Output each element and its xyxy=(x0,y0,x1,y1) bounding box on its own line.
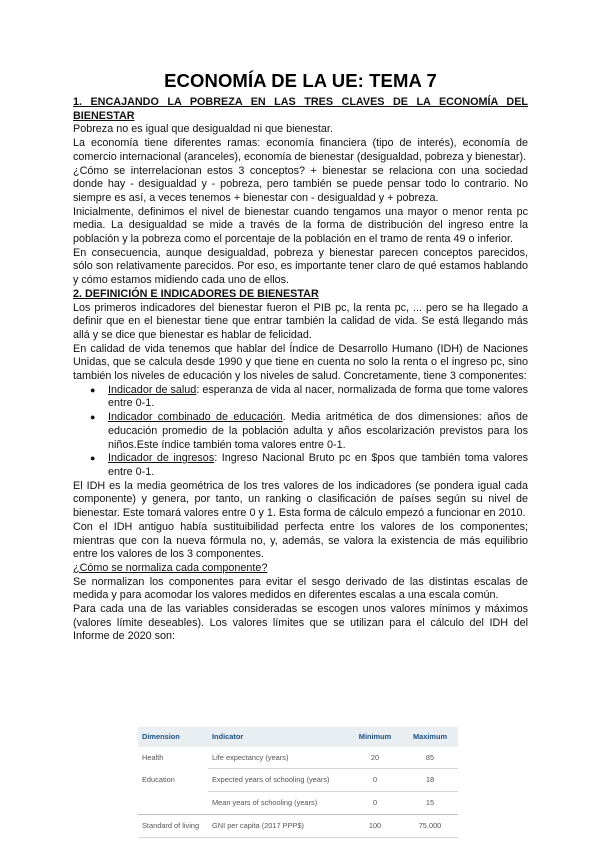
list-item-text: : esperanza de vida al nacer, normalizada de forma que tome valores entre 0-1. xyxy=(108,383,528,410)
list-item xyxy=(90,411,529,452)
column-header-indicator: Indicator xyxy=(208,727,348,747)
list-item xyxy=(90,383,528,411)
table-cell: 85 xyxy=(402,747,458,769)
table-cell: 100 xyxy=(348,814,402,837)
table-cell: Expected years of schooling (years) xyxy=(208,769,348,792)
table-cell: GNI per capita (2017 PPP$) xyxy=(208,814,348,837)
paragraph: En consecuencia, aunque desigualdad, pobreza y bienestar parecen conceptos parecidos, sólo son relativamente parecidos. Por eso, es importante tener claro de qué estamos hablando y cómo estamos midiendo cada uno de ellos. xyxy=(73,246,528,287)
column-header-maximum: Maximum xyxy=(402,727,458,747)
limits-table xyxy=(138,727,458,838)
list-item-label: Indicador combinado de educación xyxy=(108,411,283,424)
paragraph: Pobreza no es igual que desigualdad ni que bienestar. xyxy=(73,123,333,136)
table-cell: 20 xyxy=(348,747,402,769)
section-1-heading: 1. ENCAJANDO LA POBREZA EN LAS TRES CLAVES DE LA ECONOMÍA DEL BIENESTAR xyxy=(73,96,528,122)
table-cell: Education xyxy=(142,774,175,784)
paragraph: Con el IDH antiguo había sustituibilidad perfecta entre los valores de los componentes; mientras que con la nueva fórmula no, y, además, se valora la existencia de más equilibrio entre los valores de los 3 componentes. xyxy=(73,520,528,561)
column-header-dimension: Dimension xyxy=(138,727,208,747)
table-row xyxy=(138,792,458,815)
list-item xyxy=(90,452,528,479)
list-item-label: Indicador de ingresos xyxy=(108,452,215,465)
table-cell: 0 xyxy=(348,792,402,815)
table-row xyxy=(138,814,458,837)
table-header-row xyxy=(138,727,458,747)
table-cell: 15 xyxy=(402,792,458,815)
bullet-icon: ● xyxy=(90,453,96,464)
paragraph: El IDH es la media geométrica de los tres valores de los indicadores (se pondera igual cada componente) y genera, por tanto, un ranking o clasificación de países según su nivel de bienestar. Este tomará valores entre 0 y 1. Esta forma de cálculo empezó a funcionar en 2010. xyxy=(73,479,528,520)
table-cell xyxy=(138,792,208,815)
table-cell: Health xyxy=(142,752,164,762)
list-item-text: . Media aritmética de dos dimensiones: años de educación promedio de la población adulta y años escolarización previstos para los niños.Este índice también toma valores entre 0-1. xyxy=(108,411,529,451)
paragraph: Inicialmente, definimos el nivel de bienestar cuando tengamos una mayor o menor renta pc media. La desigualdad se mide a través de la forma de distribución del ingreso entre la población y la pobreza como el porcentaje de la población en el tramo de renta 49 o inferior. xyxy=(73,205,528,246)
table-cell: 0 xyxy=(348,769,402,792)
bullet-icon: ● xyxy=(90,384,96,395)
paragraph: La economía tiene diferentes ramas: economía financiera (tipo de interés), economía de comercio internacional (aranceles), economía de bienestar (desigualdad, pobreza y bienestar). xyxy=(73,137,528,163)
limits-table-wrapper xyxy=(138,727,458,838)
table-cell: Standard of living xyxy=(138,814,208,837)
list-item-label: Indicador de salud xyxy=(108,383,197,396)
bullet-icon: ● xyxy=(90,412,96,423)
document-page xyxy=(73,70,529,830)
paragraph: ¿Cómo se interrelacionan estos 3 conceptos? + bienestar se relaciona con una sociedad donde hay - desigualdad y - pobreza, pero también se puede pensar todo lo contrario. No siempre es así, a veces tenemos + bienestar con - desigualdad y + pobreza. xyxy=(73,164,528,204)
section-2-heading: 2. DEFINICIÓN E INDICADORES DE BIENESTAR xyxy=(73,287,319,300)
table-cell: 75.000 xyxy=(402,814,458,837)
table-cell: Mean years of schooling (years) xyxy=(208,792,348,815)
paragraph: Los primeros indicadores del bienestar fueron el PIB pc, la renta pc, ... pero se ha llegado a definir que en el bienestar tiene que entrar también la calidad de vida. Se está llegando más allá y se dice que bienestar es hablar de felicidad. xyxy=(73,301,528,341)
question-heading: ¿Cómo se normaliza cada componente? xyxy=(73,561,268,574)
column-header-minimum: Minimum xyxy=(348,727,402,747)
table-row xyxy=(138,747,458,769)
component-list xyxy=(73,384,528,480)
list-item-text: : Ingreso Nacional Bruto pc en $pos que también toma valores entre 0-1. xyxy=(108,452,528,478)
table-row xyxy=(138,769,458,792)
paragraph: En calidad de vida tenemos que hablar del Índice de Desarrollo Humano (IDH) de Naciones Unidas, que se calcula desde 1990 y que tiene en cuenta no solo la renta o el ingreso pc, sino también los niveles de educación y los niveles de salud. Concretamente, tiene 3 componentes: xyxy=(73,342,528,383)
table-cell: Life expectancy (years) xyxy=(208,747,348,769)
paragraph: Para cada una de las variables consideradas se escogen unos valores mínimos y máximos (valores límite deseables). Los valores límites que se utilizan para el cálculo del IDH del Informe de 2020 son: xyxy=(73,603,528,643)
table-cell: 18 xyxy=(402,769,458,792)
paragraph: Se normalizan los componentes para evitar el sesgo derivado de las distintas escalas de medida y para acomodar los valores medidos en diferentes escalas a una escala común. xyxy=(73,575,528,602)
document-title: ECONOMÍA DE LA UE: TEMA 7 xyxy=(164,70,437,91)
